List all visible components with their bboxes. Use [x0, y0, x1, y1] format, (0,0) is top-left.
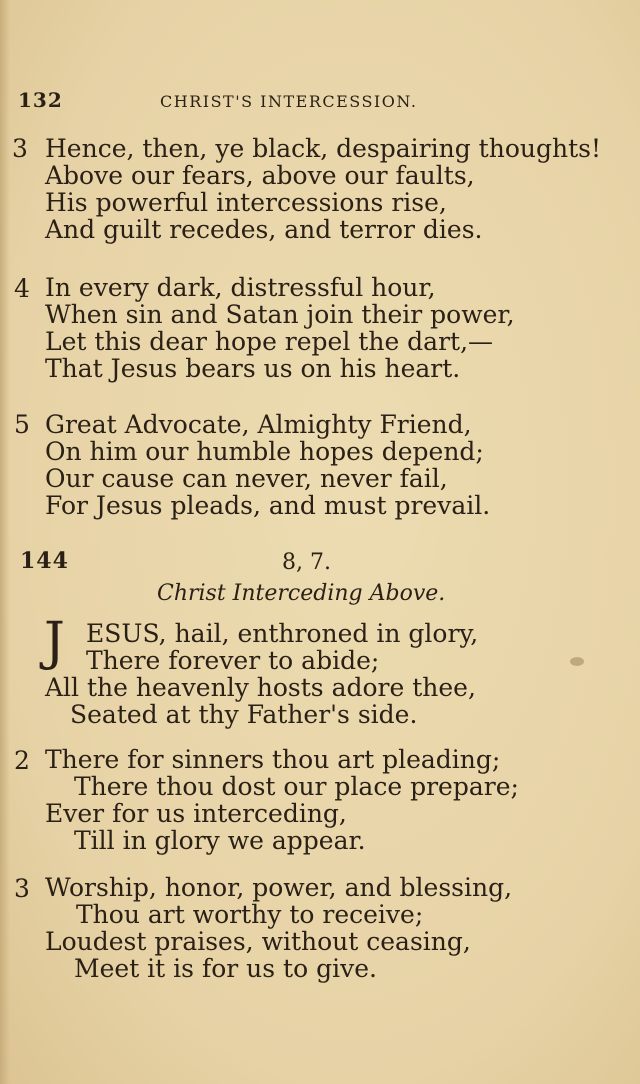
verse-line: His powerful intercessions rise, — [45, 188, 447, 217]
verse-line: There thou dost our place prepare; — [74, 772, 519, 801]
verse-number: 5 — [14, 410, 30, 439]
verse-line: Above our fears, above our faults, — [45, 161, 475, 190]
verse-number: 3 — [12, 134, 28, 163]
verse-line: When sin and Satan join their power, — [45, 300, 515, 329]
verse-line: Let this dear hope repel the dart,— — [45, 327, 494, 356]
verse-line: Till in glory we appear. — [74, 826, 366, 855]
page-number: 132 — [18, 88, 63, 112]
verse-line: In every dark, distressful hour, — [45, 273, 436, 302]
hymn-title: Christ Interceding Above. — [157, 581, 446, 606]
verse-line: For Jesus pleads, and must prevail. — [45, 491, 491, 520]
verse-line: Meet it is for us to give. — [74, 954, 377, 983]
verse-line: Seated at thy Father's side. — [70, 700, 418, 729]
verse-line: And guilt recedes, and terror dies. — [45, 215, 483, 244]
verse-line: Thou art worthy to receive; — [76, 900, 424, 929]
paper-smudge — [570, 657, 584, 666]
verse-number: 3 — [14, 874, 30, 903]
verse-line: Hence, then, ye black, despairing thoughts! — [45, 134, 601, 163]
verse-line: On him our humble hopes depend; — [45, 437, 484, 466]
verse-line: Ever for us interceding, — [45, 799, 347, 828]
drop-cap: J — [44, 612, 65, 672]
verse-line: Loudest praises, without ceasing, — [45, 927, 471, 956]
verse-line: Great Advocate, Almighty Friend, — [45, 410, 472, 439]
verse-number: 4 — [14, 274, 30, 303]
verse-line: ESUS, hail, enthroned in glory, — [86, 619, 479, 648]
verse-line: Worship, honor, power, and blessing, — [45, 873, 513, 902]
running-title: CHRIST'S INTERCESSION. — [160, 92, 418, 111]
hymn-number: 144 — [20, 548, 69, 574]
verse-line: There forever to abide; — [86, 646, 380, 675]
verse-line: There for sinners thou art pleading; — [45, 745, 501, 774]
verse-number: 2 — [14, 746, 30, 775]
verse-line: All the heavenly hosts adore thee, — [45, 673, 476, 702]
hymn-meter: 8, 7. — [282, 550, 331, 575]
verse-line: Our cause can never, never fail, — [45, 464, 448, 493]
verse-line: That Jesus bears us on his heart. — [45, 354, 461, 383]
